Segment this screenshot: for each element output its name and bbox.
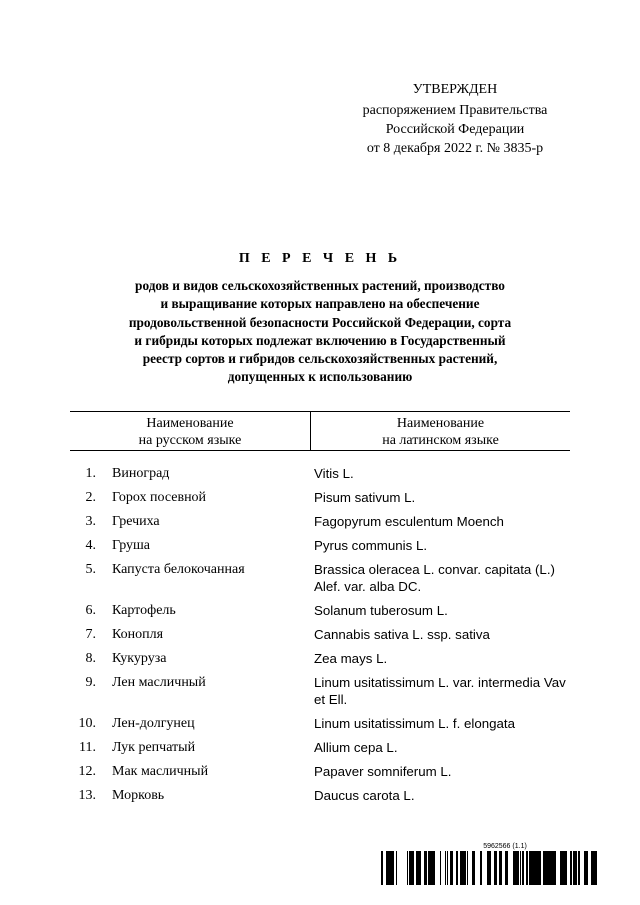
crop-name-latin: Allium cepa L.: [314, 740, 398, 755]
subtitle-line: родов и видов сельскохозяйственных растений, производство: [135, 278, 505, 293]
table-row: [70, 537, 570, 554]
row-number: 8.: [85, 651, 96, 666]
table-row: [70, 489, 570, 506]
table-row: [70, 561, 570, 595]
header-ru-line-2: на русском языке: [138, 433, 242, 448]
row-number: 4.: [85, 538, 96, 553]
crop-name-latin: Linum usitatissimum L. f. elongata: [314, 716, 516, 731]
table-row: [70, 739, 570, 756]
barcode-block: [381, 843, 599, 885]
header-la-line-1: Наименование: [396, 416, 485, 431]
crop-name-russian: Кукуруза: [112, 651, 167, 666]
crop-name-russian: Лен-долгунец: [112, 716, 195, 731]
table-row: [70, 787, 570, 804]
crop-name-russian: Гречиха: [112, 514, 160, 529]
subtitle-line: допущенных к использованию: [227, 369, 413, 385]
header-la-line-2: на латинском языке: [382, 433, 499, 448]
subtitle-line: продовольственной безопасности Российской Федерации, сорта: [128, 314, 512, 330]
crop-name-russian: Горох посевной: [112, 490, 207, 505]
crop-name-latin: Papaver somniferum L.: [314, 764, 452, 779]
approval-date-number: от 8 декабря 2022 г. № 3835-р: [366, 141, 544, 156]
crop-name-russian: Лен масличный: [112, 675, 206, 690]
table-row: [70, 602, 570, 619]
document-title: П Е Р Е Ч Е Н Ь: [238, 251, 402, 266]
crop-name-latin: Linum usitatissimum L. var. intermedia Vav et Ell.: [314, 675, 566, 707]
document-subtitle: [100, 277, 540, 387]
crop-name-russian: Картофель: [112, 603, 176, 618]
crop-name-latin: Pisum sativum L.: [314, 490, 416, 505]
table-row: [70, 763, 570, 780]
row-number: 12.: [78, 764, 96, 779]
approval-line-3: Российской Федерации: [385, 122, 525, 137]
crop-name-russian: Лук репчатый: [112, 740, 196, 755]
crop-name-latin: Vitis L.: [314, 466, 354, 481]
row-number: 1.: [85, 466, 96, 481]
row-number: 13.: [78, 788, 96, 803]
row-number: 6.: [85, 603, 96, 618]
crop-name-latin: Daucus carota L.: [314, 788, 415, 803]
table-row: [70, 513, 570, 530]
table-header: [70, 412, 570, 451]
table-row: [70, 715, 570, 732]
approval-line-2: распоряжением Правительства: [362, 103, 548, 118]
approval-block: [340, 80, 570, 158]
subtitle-line: и гибриды которых подлежат включению в Государственный: [134, 332, 506, 348]
crops-table: [70, 411, 570, 811]
crop-name-russian: Мак масличный: [112, 764, 209, 779]
row-number: 2.: [85, 490, 96, 505]
barcode-image: [381, 851, 599, 885]
table-body: [70, 465, 570, 804]
crop-name-latin: Solanum tuberosum L.: [314, 603, 448, 618]
table-row: [70, 465, 570, 482]
crop-name-latin: Pyrus communis L.: [314, 538, 428, 553]
crop-name-russian: Конопля: [112, 627, 164, 642]
header-ru-line-1: Наименование: [146, 416, 234, 431]
row-number: 5.: [85, 562, 96, 577]
crop-name-russian: Капуста белокочанная: [112, 562, 245, 577]
row-number: 10.: [78, 716, 96, 731]
row-number: 11.: [79, 740, 96, 755]
row-number: 7.: [85, 627, 96, 642]
subtitle-line: реестр сортов и гибридов сельскохозяйственных растений,: [142, 351, 498, 367]
table-row: [70, 674, 570, 708]
crop-name-latin: Brassica oleracea L. convar. capitata (L.) Alef. var. alba DC.: [314, 562, 555, 594]
barcode-number: 5962566 (1.1): [483, 843, 527, 850]
row-number: 9.: [85, 675, 96, 690]
table-row: [70, 650, 570, 667]
crop-name-latin: Cannabis sativa L. ssp. sativa: [314, 627, 490, 642]
crop-name-russian: Морковь: [112, 788, 165, 803]
crop-name-latin: Fagopyrum esculentum Moench: [314, 514, 504, 529]
crop-name-russian: Виноград: [112, 466, 170, 481]
crop-name-russian: Груша: [112, 538, 151, 553]
table-row: [70, 626, 570, 643]
row-number: 3.: [85, 514, 96, 529]
header-russian-name: [70, 412, 310, 450]
approval-heading: УТВЕРЖДЕН: [412, 82, 498, 97]
crop-name-latin: Zea mays L.: [314, 651, 388, 666]
subtitle-line: и выращивание которых направлено на обеспечение: [160, 296, 480, 312]
header-latin-name: [310, 412, 570, 450]
